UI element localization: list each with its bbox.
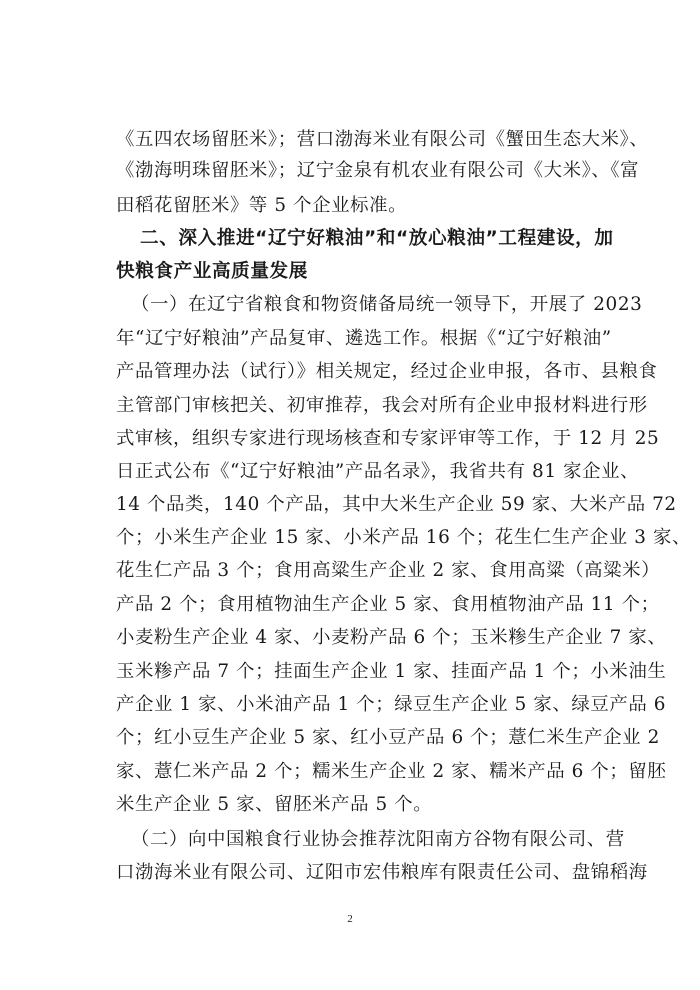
- text-line: 玉米糁产品 7 个；挂面生产企业 1 家、挂面产品 1 个；小米油生: [116, 661, 667, 682]
- text-line: 日正式公布《“辽宁好粮油”产品名录》，我省共有 81 家企业、: [116, 461, 640, 482]
- text-line: 口渤海米业有限公司、辽阳市宏伟粮库有限责任公司、盘锦稻海: [116, 862, 648, 883]
- text-line: 式审核，组织专家进行现场核查和专家评审等工作，于 12 月 25: [116, 428, 660, 449]
- text-line: 《五四农场留胚米》；营口渤海米业有限公司《蟹田生态大米》、: [116, 129, 649, 150]
- page-number: 2: [347, 913, 353, 925]
- text-line: 米生产企业 5 家、留胚米产品 5 个。: [116, 794, 433, 815]
- scan-speck: [182, 860, 184, 862]
- text-line: 花生仁产品 3 个；食用高粱生产企业 2 家、食用高粱（高粱米）: [116, 560, 661, 581]
- text-line: 小麦粉生产企业 4 家、小麦粉产品 6 个；玉米糁生产企业 7 家、: [116, 627, 667, 648]
- text-line: 主管部门审核把关、初审推荐，我会对所有企业申报材料进行形: [116, 395, 648, 416]
- section-heading: 快粮食产业高质量发展: [116, 261, 308, 282]
- text-line: 个；红小豆生产企业 5 家、红小豆产品 6 个；薏仁米生产企业 2: [116, 727, 660, 748]
- text-line: 个；小米生产企业 15 家、小米产品 16 个；花生仁生产企业 3 家、: [116, 527, 691, 548]
- text-line: 产品 2 个；食用植物油生产企业 5 家、食用植物油产品 11 个；: [116, 594, 660, 615]
- text-line: （二）向中国粮食行业协会推荐沈阳南方谷物有限公司、营: [131, 829, 625, 850]
- section-heading: 二、深入推进“辽宁好粮油”和“放心粮油”工程建设，加: [140, 228, 614, 249]
- text-line: 产企业 1 家、小米油产品 1 个；绿豆生产企业 5 家、绿豆产品 6: [116, 694, 667, 715]
- text-line: 家、薏仁米产品 2 个；糯米生产企业 2 家、糯米产品 6 个；留胚: [116, 761, 667, 782]
- text-line: （一）在辽宁省粮食和物资储备局统一领导下，开展了 2023: [131, 294, 643, 315]
- text-line: 14 个品类，140 个产品，其中大米生产企业 59 家、大米产品 72: [116, 494, 677, 515]
- text-line: 产品管理办法（试行）》相关规定，经过企业申报，各市、县粮食: [116, 361, 658, 382]
- text-line: 《渤海明珠留胚米》；辽宁金泉有机农业有限公司《大米》、《富: [116, 160, 640, 181]
- text-line: 年“辽宁好粮油”产品复审、遴选工作。根据《“辽宁好粮油”: [116, 328, 612, 349]
- text-line: 田稻花留胚米》等 5 个企业标准。: [116, 195, 408, 216]
